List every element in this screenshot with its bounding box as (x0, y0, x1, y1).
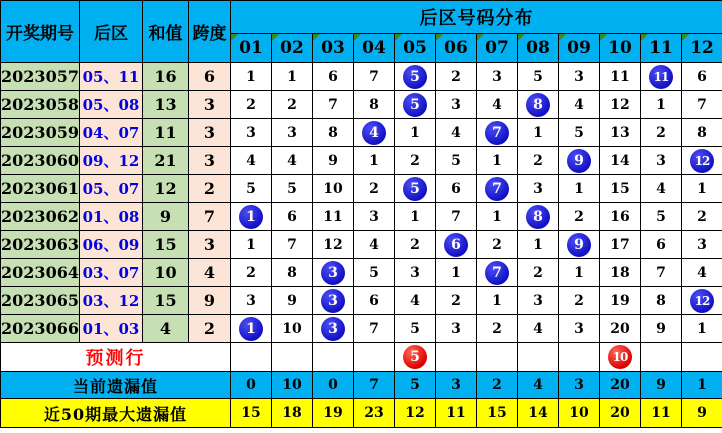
column-header-08: 08 (518, 34, 559, 63)
prediction-cell (600, 343, 641, 372)
period-cell: 2023063 (1, 231, 80, 259)
current-omission-cell: 0 (231, 372, 272, 399)
draw-row-2023059 (1, 119, 722, 147)
grid-cell: 4 (559, 91, 600, 119)
header-sum: 和值 (143, 1, 189, 63)
max-omission-cell: 18 (272, 399, 313, 428)
grid-cell: 3 (231, 119, 272, 147)
grid-cell: 1 (436, 259, 477, 287)
period-cell: 2023064 (1, 259, 80, 287)
drawn-ball: 7 (485, 121, 509, 145)
comment-triangle-icon (395, 34, 402, 41)
comment-triangle-icon (600, 34, 607, 41)
prediction-label: 预测行 (1, 343, 231, 372)
grid-cell: 16 (600, 203, 641, 231)
comment-triangle-icon (641, 34, 648, 41)
grid-cell: 8 (272, 259, 313, 287)
current-omission-row (1, 372, 722, 399)
backzone-cell: 05、11 (80, 63, 143, 91)
grid-cell: 4 (272, 147, 313, 175)
prediction-cell (313, 343, 354, 372)
grid-cell: 1 (559, 175, 600, 203)
grid-cell (395, 175, 436, 203)
grid-cell: 1 (518, 119, 559, 147)
grid-cell: 7 (436, 203, 477, 231)
grid-cell: 1 (641, 91, 682, 119)
grid-cell: 4 (231, 147, 272, 175)
comment-triangle-icon (682, 34, 689, 41)
grid-cell: 2 (682, 203, 722, 231)
grid-cell: 5 (231, 175, 272, 203)
span-cell: 3 (189, 231, 231, 259)
drawn-ball: 12 (690, 149, 714, 173)
grid-cell: 10 (313, 175, 354, 203)
grid-cell: 5 (518, 63, 559, 91)
prediction-cell (395, 343, 436, 372)
grid-cell: 2 (641, 119, 682, 147)
grid-cell (354, 119, 395, 147)
draw-row-2023061 (1, 175, 722, 203)
grid-cell: 1 (395, 203, 436, 231)
drawn-ball: 8 (526, 205, 550, 229)
grid-cell: 2 (518, 147, 559, 175)
grid-cell (641, 63, 682, 91)
current-omission-cell: 10 (272, 372, 313, 399)
grid-cell: 3 (641, 147, 682, 175)
drawn-ball: 3 (321, 289, 345, 313)
prediction-cell (436, 343, 477, 372)
drawn-ball: 8 (526, 93, 550, 117)
sum-cell: 12 (143, 175, 189, 203)
prediction-cell (682, 343, 722, 372)
grid-cell: 1 (231, 63, 272, 91)
column-header-06: 06 (436, 34, 477, 63)
sum-cell: 15 (143, 287, 189, 315)
sum-cell: 15 (143, 231, 189, 259)
grid-cell (559, 231, 600, 259)
grid-cell: 3 (559, 315, 600, 343)
grid-cell: 2 (395, 147, 436, 175)
grid-cell: 13 (600, 119, 641, 147)
grid-cell (518, 203, 559, 231)
sum-cell: 13 (143, 91, 189, 119)
period-cell: 2023057 (1, 63, 80, 91)
grid-cell: 3 (354, 203, 395, 231)
current-omission-cell: 4 (518, 372, 559, 399)
grid-cell: 15 (600, 175, 641, 203)
grid-cell: 5 (559, 119, 600, 147)
grid-cell (231, 315, 272, 343)
grid-cell (313, 287, 354, 315)
grid-cell: 5 (395, 315, 436, 343)
comment-triangle-icon (518, 34, 525, 41)
drawn-ball: 5 (403, 93, 427, 117)
grid-cell (518, 91, 559, 119)
backzone-cell: 05、08 (80, 91, 143, 119)
sum-cell: 16 (143, 63, 189, 91)
span-cell: 3 (189, 119, 231, 147)
prediction-cell (477, 343, 518, 372)
prediction-row (1, 343, 722, 372)
period-cell: 2023062 (1, 203, 80, 231)
period-cell: 2023058 (1, 91, 80, 119)
backzone-cell: 01、03 (80, 315, 143, 343)
max-omission-cell: 20 (600, 399, 641, 428)
grid-cell: 6 (436, 175, 477, 203)
grid-cell: 4 (682, 259, 722, 287)
grid-cell: 1 (477, 203, 518, 231)
prediction-ball: 5 (403, 345, 427, 369)
grid-cell: 4 (354, 231, 395, 259)
grid-cell: 6 (354, 287, 395, 315)
drawn-ball: 11 (649, 65, 673, 89)
grid-cell: 3 (436, 315, 477, 343)
drawn-ball: 1 (239, 317, 263, 341)
current-omission-cell: 9 (641, 372, 682, 399)
grid-cell: 7 (641, 259, 682, 287)
grid-cell: 19 (600, 287, 641, 315)
period-cell: 2023060 (1, 147, 80, 175)
drawn-ball: 7 (485, 177, 509, 201)
max-omission-cell: 15 (477, 399, 518, 428)
draw-row-2023057 (1, 63, 722, 91)
grid-cell: 9 (641, 315, 682, 343)
current-omission-label: 当前遗漏值 (1, 372, 231, 399)
max-omission-cell: 19 (313, 399, 354, 428)
backzone-cell: 03、12 (80, 287, 143, 315)
draw-row-2023066 (1, 315, 722, 343)
grid-cell: 7 (354, 63, 395, 91)
grid-cell: 10 (272, 315, 313, 343)
current-omission-cell: 0 (313, 372, 354, 399)
draw-row-2023058 (1, 91, 722, 119)
grid-cell: 18 (600, 259, 641, 287)
grid-cell: 6 (313, 63, 354, 91)
grid-cell: 3 (436, 91, 477, 119)
grid-cell: 2 (436, 63, 477, 91)
comment-triangle-icon (477, 34, 484, 41)
prediction-cell (641, 343, 682, 372)
prediction-cell (518, 343, 559, 372)
grid-cell: 5 (272, 175, 313, 203)
backzone-cell: 09、12 (80, 147, 143, 175)
drawn-ball: 7 (485, 261, 509, 285)
grid-cell: 6 (682, 63, 722, 91)
grid-cell: 2 (395, 231, 436, 259)
span-cell: 2 (189, 315, 231, 343)
period-cell: 2023061 (1, 175, 80, 203)
grid-cell: 6 (641, 231, 682, 259)
grid-cell (682, 287, 722, 315)
column-header-10: 10 (600, 34, 641, 63)
drawn-ball: 12 (690, 289, 714, 313)
grid-cell: 14 (600, 147, 641, 175)
sum-cell: 10 (143, 259, 189, 287)
period-cell: 2023059 (1, 119, 80, 147)
span-cell: 2 (189, 175, 231, 203)
grid-cell: 9 (313, 147, 354, 175)
grid-cell: 4 (641, 175, 682, 203)
backzone-cell: 06、09 (80, 231, 143, 259)
grid-cell (477, 259, 518, 287)
grid-cell: 2 (354, 175, 395, 203)
current-omission-cell: 2 (477, 372, 518, 399)
column-header-05: 05 (395, 34, 436, 63)
grid-cell: 11 (313, 203, 354, 231)
drawn-ball: 6 (444, 233, 468, 257)
drawn-ball: 3 (321, 261, 345, 285)
current-omission-cell: 20 (600, 372, 641, 399)
grid-cell: 1 (682, 315, 722, 343)
max-omission-cell: 12 (395, 399, 436, 428)
grid-cell: 7 (313, 91, 354, 119)
grid-cell: 3 (682, 231, 722, 259)
draw-rows-body (1, 63, 722, 343)
grid-cell: 1 (477, 147, 518, 175)
grid-cell: 7 (272, 231, 313, 259)
comment-triangle-icon (272, 34, 279, 41)
comment-triangle-icon (354, 34, 361, 41)
column-header-11: 11 (641, 34, 682, 63)
sum-cell: 4 (143, 315, 189, 343)
grid-cell: 7 (354, 315, 395, 343)
column-header-09: 09 (559, 34, 600, 63)
grid-cell: 17 (600, 231, 641, 259)
grid-cell: 2 (518, 259, 559, 287)
current-omission-cell: 5 (395, 372, 436, 399)
current-omission-cell: 3 (559, 372, 600, 399)
grid-cell: 2 (477, 315, 518, 343)
backzone-cell: 04、07 (80, 119, 143, 147)
comment-triangle-icon (559, 34, 566, 41)
draw-row-2023062 (1, 203, 722, 231)
header-backzone: 后区 (80, 1, 143, 63)
grid-cell: 7 (682, 91, 722, 119)
span-cell: 4 (189, 259, 231, 287)
current-omission-cell: 3 (436, 372, 477, 399)
max-omission-label: 近50期最大遗漏值 (1, 399, 231, 428)
grid-cell (559, 147, 600, 175)
span-cell: 3 (189, 147, 231, 175)
sum-cell: 9 (143, 203, 189, 231)
grid-cell: 2 (477, 231, 518, 259)
grid-cell: 1 (272, 63, 313, 91)
grid-cell (477, 119, 518, 147)
grid-cell (395, 63, 436, 91)
table-title: 后区号码分布 (231, 1, 722, 34)
span-cell: 7 (189, 203, 231, 231)
grid-cell: 1 (231, 231, 272, 259)
grid-cell: 2 (231, 259, 272, 287)
grid-cell: 2 (436, 287, 477, 315)
draw-row-2023064 (1, 259, 722, 287)
grid-cell: 1 (395, 119, 436, 147)
sum-cell: 11 (143, 119, 189, 147)
max-omission-cell: 11 (641, 399, 682, 428)
grid-cell: 5 (436, 147, 477, 175)
column-header-02: 02 (272, 34, 313, 63)
grid-cell: 12 (600, 91, 641, 119)
grid-cell: 3 (559, 63, 600, 91)
grid-cell: 5 (354, 259, 395, 287)
grid-cell (313, 315, 354, 343)
grid-cell (477, 175, 518, 203)
sum-cell: 21 (143, 147, 189, 175)
grid-cell: 4 (436, 119, 477, 147)
grid-cell: 5 (641, 203, 682, 231)
grid-cell: 2 (272, 91, 313, 119)
grid-cell: 8 (354, 91, 395, 119)
column-header-01: 01 (231, 34, 272, 63)
comment-triangle-icon (436, 34, 443, 41)
prediction-cell (354, 343, 395, 372)
max-omission-row (1, 399, 722, 428)
grid-cell (436, 231, 477, 259)
draw-row-2023060 (1, 147, 722, 175)
span-cell: 9 (189, 287, 231, 315)
grid-cell: 2 (559, 203, 600, 231)
grid-cell: 1 (559, 259, 600, 287)
column-header-04: 04 (354, 34, 395, 63)
grid-cell: 1 (682, 175, 722, 203)
grid-cell: 3 (395, 259, 436, 287)
backzone-cell: 03、07 (80, 259, 143, 287)
max-omission-cell: 23 (354, 399, 395, 428)
grid-cell: 8 (682, 119, 722, 147)
column-header-03: 03 (313, 34, 354, 63)
drawn-ball: 4 (362, 121, 386, 145)
max-omission-cell: 10 (559, 399, 600, 428)
grid-cell: 8 (641, 287, 682, 315)
drawn-ball: 3 (321, 317, 345, 341)
header-period: 开奖期号 (1, 1, 80, 63)
drawn-ball: 1 (239, 205, 263, 229)
grid-cell: 3 (272, 119, 313, 147)
grid-cell (682, 147, 722, 175)
grid-cell: 9 (272, 287, 313, 315)
drawn-ball: 9 (567, 149, 591, 173)
column-header-07: 07 (477, 34, 518, 63)
grid-cell: 1 (477, 287, 518, 315)
max-omission-cell: 9 (682, 399, 722, 428)
grid-cell: 4 (395, 287, 436, 315)
grid-cell: 11 (600, 63, 641, 91)
grid-cell (313, 259, 354, 287)
grid-cell: 4 (518, 315, 559, 343)
draw-row-2023063 (1, 231, 722, 259)
backzone-cell: 05、07 (80, 175, 143, 203)
grid-cell: 2 (231, 91, 272, 119)
prediction-cell (559, 343, 600, 372)
grid-cell: 1 (518, 231, 559, 259)
max-omission-cell: 15 (231, 399, 272, 428)
grid-cell: 8 (313, 119, 354, 147)
comment-triangle-icon (313, 34, 320, 41)
backzone-cell: 01、08 (80, 203, 143, 231)
max-omission-cell: 11 (436, 399, 477, 428)
current-omission-cell: 1 (682, 372, 722, 399)
prediction-cell (231, 343, 272, 372)
grid-cell: 3 (477, 63, 518, 91)
grid-cell (395, 91, 436, 119)
period-cell: 2023066 (1, 315, 80, 343)
span-cell: 3 (189, 91, 231, 119)
grid-cell: 3 (518, 175, 559, 203)
drawn-ball: 5 (403, 177, 427, 201)
column-header-12: 12 (682, 34, 722, 63)
grid-cell: 20 (600, 315, 641, 343)
max-omission-cell: 14 (518, 399, 559, 428)
grid-cell: 2 (559, 287, 600, 315)
prediction-cell (272, 343, 313, 372)
grid-cell: 12 (313, 231, 354, 259)
span-cell: 6 (189, 63, 231, 91)
period-cell: 2023065 (1, 287, 80, 315)
drawn-ball: 5 (403, 65, 427, 89)
comment-triangle-icon (231, 34, 238, 41)
grid-cell (231, 203, 272, 231)
header-span: 跨度 (189, 1, 231, 63)
grid-cell: 4 (477, 91, 518, 119)
grid-cell: 1 (354, 147, 395, 175)
prediction-ball: 10 (608, 345, 632, 369)
grid-cell: 3 (518, 287, 559, 315)
current-omission-cell: 7 (354, 372, 395, 399)
drawn-ball: 9 (567, 233, 591, 257)
grid-cell: 6 (272, 203, 313, 231)
draw-row-2023065 (1, 287, 722, 315)
grid-cell: 3 (231, 287, 272, 315)
